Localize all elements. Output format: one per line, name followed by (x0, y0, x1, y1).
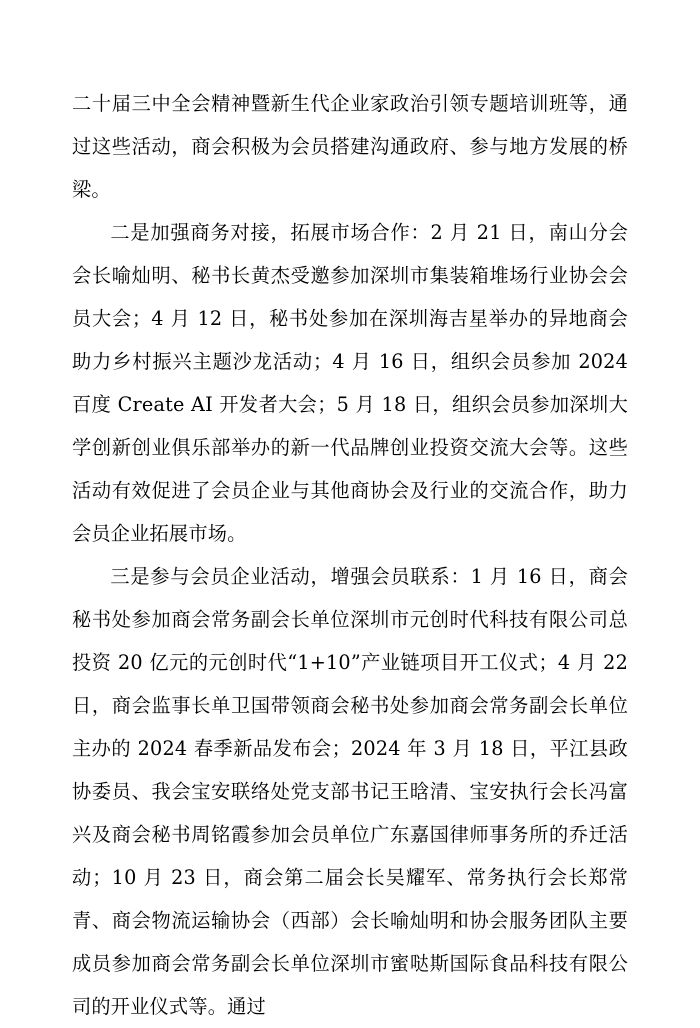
paragraph-member-activities: 三是参与会员企业活动，增强会员联系：1 月 16 日，商会秘书处参加商会常务副会长单位深圳市元创时代科技有限公司总投资 20 亿元的元创时代“1+10”产业链项目开工仪式；4 月 22 日，商会监事长单卫国带领商会秘书处参加商会常务副会长单位主办的 2024 春季新品发布会；2024 年 3 月 18 日，平江县政协委员、我会宝安联络处党支部书记王晗清、宝安执行会长冯富兴及商会秘书周铭霞参加会员单位广东嘉国律师事务所的乔迁活动；10 月 23 日，商会第二届会长吴耀军、常务执行会长郑常青、商会物流运输协会（西部）会长喻灿明和协会服务团队主要成员参加商会常务副会长单位深圳市蜜哒斯国际食品科技有限公司的开业仪式等。通过 (72, 565, 628, 1018)
paragraph-continued-top: 二十届三中全会精神暨新生代企业家政治引领专题培训班等，通过这些活动，商会积极为会员搭建沟通政府、参与地方发展的桥梁。 (72, 92, 628, 201)
document-body (72, 82, 628, 1028)
paragraph-business-matching: 二是加强商务对接，拓展市场合作：2 月 21 日，南山分会会长喻灿明、秘书长黄杰受邀参加深圳市集装箱堆场行业协会会员大会；4 月 12 日，秘书处参加在深圳海吉星举办的异地商会助力乡村振兴主题沙龙活动；4 月 16 日，组织会员参加 2024 百度 Create AI 开发者大会；5 月 18 日，组织会员参加深圳大学创新创业俱乐部举办的新一代品牌创业投资交流大会等。这些活动有效促进了会员企业与其他商协会及行业的交流合作，助力会员企业拓展市场。 (72, 221, 628, 545)
